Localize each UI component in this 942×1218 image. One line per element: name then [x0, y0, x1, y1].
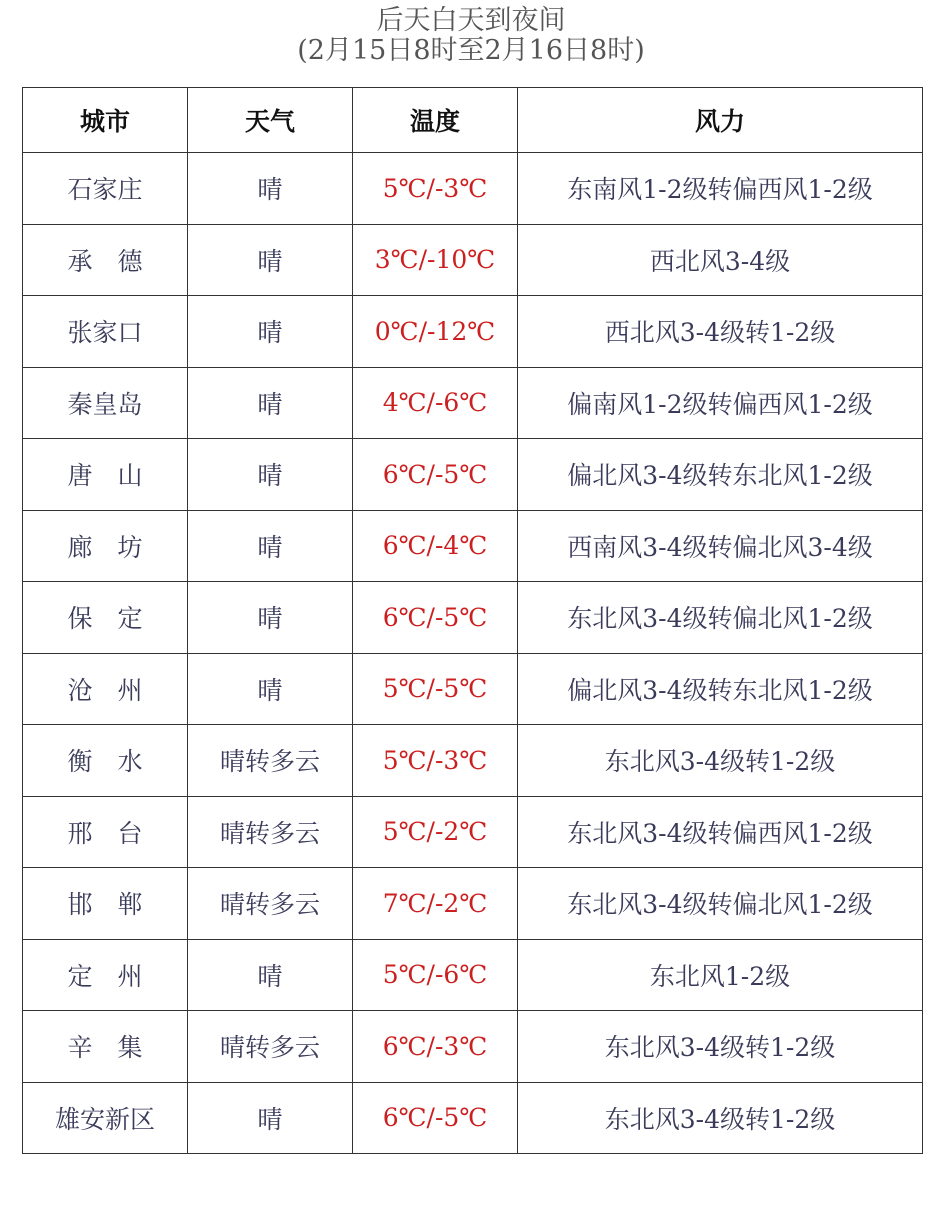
page-subtitle: (2月15日8时至2月16日8时) — [297, 35, 645, 66]
wind-cell: 东北风1-2级 — [518, 939, 923, 1011]
weather-cell: 晴 — [188, 439, 353, 511]
table-row — [23, 1011, 923, 1083]
city-cell: 廊 坊 — [23, 510, 188, 582]
city-cell: 石家庄 — [23, 153, 188, 225]
table-row — [23, 653, 923, 725]
temperature-cell: 5℃/-5℃ — [353, 653, 518, 725]
table-row — [23, 510, 923, 582]
wind-cell: 东北风3-4级转1-2级 — [518, 1011, 923, 1083]
table-header-row — [23, 88, 923, 153]
city-cell: 定 州 — [23, 939, 188, 1011]
city-cell: 保 定 — [23, 582, 188, 654]
city-cell: 张家口 — [23, 296, 188, 368]
table-row — [23, 1082, 923, 1154]
forecast-table — [22, 87, 923, 1154]
wind-cell: 东南风1-2级转偏西风1-2级 — [518, 153, 923, 225]
temperature-cell: 7℃/-2℃ — [353, 868, 518, 940]
table-row — [23, 224, 923, 296]
temperature-cell: 5℃/-3℃ — [353, 725, 518, 797]
temperature-cell: 0℃/-12℃ — [353, 296, 518, 368]
weather-cell: 晴转多云 — [188, 725, 353, 797]
weather-cell: 晴 — [188, 939, 353, 1011]
header-wind: 风力 — [518, 88, 923, 153]
temperature-cell: 6℃/-5℃ — [353, 582, 518, 654]
temperature-cell: 5℃/-2℃ — [353, 796, 518, 868]
city-cell: 衡 水 — [23, 725, 188, 797]
city-cell: 沧 州 — [23, 653, 188, 725]
wind-cell: 东北风3-4级转偏北风1-2级 — [518, 582, 923, 654]
table-row — [23, 367, 923, 439]
wind-cell: 偏北风3-4级转东北风1-2级 — [518, 653, 923, 725]
temperature-cell: 6℃/-5℃ — [353, 439, 518, 511]
temperature-cell: 4℃/-6℃ — [353, 367, 518, 439]
weather-cell: 晴 — [188, 367, 353, 439]
temperature-cell: 6℃/-3℃ — [353, 1011, 518, 1083]
table-row — [23, 153, 923, 225]
table-row — [23, 868, 923, 940]
city-cell: 秦皇岛 — [23, 367, 188, 439]
wind-cell: 偏北风3-4级转东北风1-2级 — [518, 439, 923, 511]
weather-cell: 晴 — [188, 582, 353, 654]
city-cell: 承 德 — [23, 224, 188, 296]
wind-cell: 东北风3-4级转偏西风1-2级 — [518, 796, 923, 868]
temperature-cell: 5℃/-3℃ — [353, 153, 518, 225]
city-cell: 唐 山 — [23, 439, 188, 511]
wind-cell: 西北风3-4级转1-2级 — [518, 296, 923, 368]
header-city: 城市 — [23, 88, 188, 153]
wind-cell: 东北风3-4级转1-2级 — [518, 1082, 923, 1154]
weather-cell: 晴转多云 — [188, 796, 353, 868]
temperature-cell: 3℃/-10℃ — [353, 224, 518, 296]
wind-cell: 西南风3-4级转偏北风3-4级 — [518, 510, 923, 582]
wind-cell: 偏南风1-2级转偏西风1-2级 — [518, 367, 923, 439]
city-cell: 邢 台 — [23, 796, 188, 868]
temperature-cell: 6℃/-5℃ — [353, 1082, 518, 1154]
city-cell: 邯 郸 — [23, 868, 188, 940]
weather-cell: 晴 — [188, 296, 353, 368]
temperature-cell: 6℃/-4℃ — [353, 510, 518, 582]
header-temperature: 温度 — [353, 88, 518, 153]
weather-cell: 晴转多云 — [188, 868, 353, 940]
weather-cell: 晴 — [188, 510, 353, 582]
table-row — [23, 296, 923, 368]
header-weather: 天气 — [188, 88, 353, 153]
weather-cell: 晴转多云 — [188, 1011, 353, 1083]
temperature-cell: 5℃/-6℃ — [353, 939, 518, 1011]
wind-cell: 东北风3-4级转偏北风1-2级 — [518, 868, 923, 940]
city-cell: 辛 集 — [23, 1011, 188, 1083]
weather-cell: 晴 — [188, 153, 353, 225]
wind-cell: 西北风3-4级 — [518, 224, 923, 296]
weather-cell: 晴 — [188, 653, 353, 725]
table-row — [23, 796, 923, 868]
table-row — [23, 725, 923, 797]
page-title: 后天白天到夜间 — [376, 5, 566, 36]
weather-cell: 晴 — [188, 224, 353, 296]
table-row — [23, 439, 923, 511]
wind-cell: 东北风3-4级转1-2级 — [518, 725, 923, 797]
table-row — [23, 582, 923, 654]
city-cell: 雄安新区 — [23, 1082, 188, 1154]
table-row — [23, 939, 923, 1011]
weather-cell: 晴 — [188, 1082, 353, 1154]
